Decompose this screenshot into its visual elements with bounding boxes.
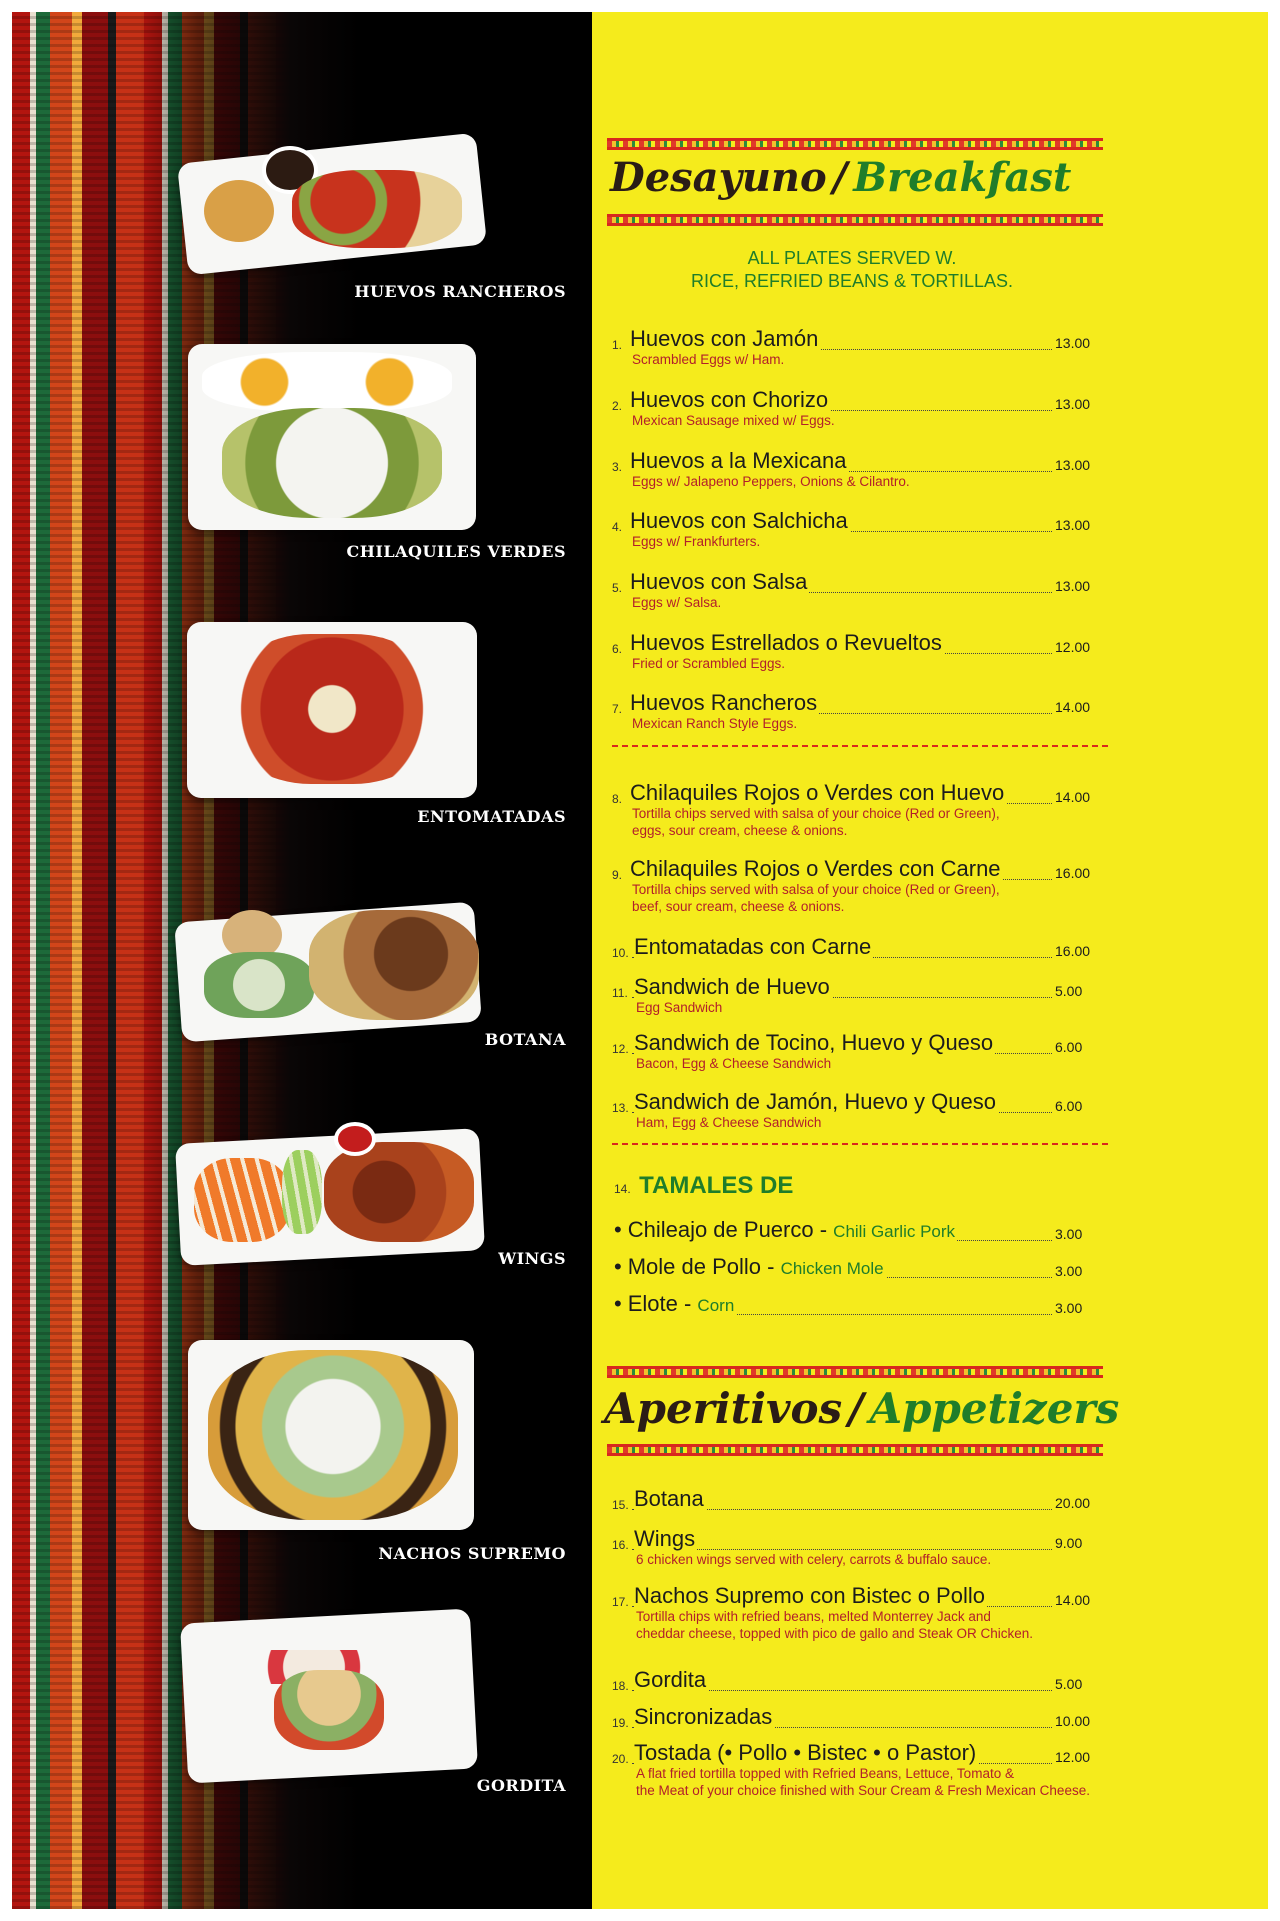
photo-caption: CHILAQUILES VERDES [346, 542, 566, 561]
item-description: Fried or Scrambled Eggs. [632, 656, 786, 671]
decorative-band [607, 138, 1103, 150]
item-number: 10. [612, 946, 629, 960]
dish-photo-chilaquiles-verdes [182, 338, 482, 538]
item-price: 5.00 [1055, 983, 1083, 999]
item-description: Ham, Egg & Cheese Sandwich [636, 1115, 822, 1130]
item-name: Sandwich de Huevo [634, 974, 830, 999]
breakfast-heading: Desayuno / Breakfast [610, 154, 1072, 201]
heading-english: Breakfast [853, 154, 1072, 201]
item-number: 15. [612, 1498, 629, 1512]
item-number: 3. [612, 460, 623, 474]
item-price: 5.00 [1055, 1676, 1083, 1692]
item-name: Huevos con Chorizo [630, 387, 829, 412]
heading-spanish: Desayuno [610, 154, 827, 201]
dish-photo-wings [174, 1122, 494, 1272]
decorative-band [607, 214, 1103, 226]
item-number: 4. [612, 520, 623, 534]
item-price: 13.00 [1055, 578, 1091, 594]
dish-photo-entomatadas [177, 616, 487, 806]
photo-caption: WINGS [498, 1249, 566, 1268]
decorative-band [607, 1366, 1103, 1378]
item-english-name: Chicken Mole [780, 1259, 884, 1278]
item-number: 6. [612, 642, 623, 656]
item-description: Tortilla chips with refried beans, melted Monterrey Jack and cheddar cheese, topped with pico de gallo and Steak OR Chicken. [636, 1609, 1033, 1641]
item-description: Mexican Sausage mixed w/ Eggs. [632, 413, 835, 428]
breakfast-note: ALL PLATES SERVED W. RICE, REFRIED BEANS & TORTILLAS. [690, 248, 1014, 292]
heading-english: Appetizers [869, 1384, 1120, 1433]
item-description: Eggs w/ Salsa. [632, 595, 722, 610]
photo-caption: BOTANA [484, 1030, 566, 1049]
item-name: Sandwich de Tocino, Huevo y Queso [634, 1030, 994, 1055]
item-name: • Chileajo de Puerco - Chili Garlic Pork [614, 1217, 956, 1242]
item-price: 13.00 [1055, 396, 1091, 412]
item-description: Bacon, Egg & Cheese Sandwich [636, 1056, 832, 1071]
dish-photo-huevos-rancheros [182, 140, 492, 275]
decorative-band [607, 1444, 1103, 1456]
item-price: 14.00 [1055, 1592, 1091, 1608]
dish-photo-nachos-supremo [184, 1340, 484, 1530]
item-name: Gordita [634, 1667, 707, 1692]
item-number: 8. [612, 792, 623, 806]
item-price: 12.00 [1055, 1749, 1091, 1765]
item-number: 9. [612, 868, 623, 882]
item-price: 13.00 [1055, 517, 1091, 533]
item-number: 12. [612, 1042, 629, 1056]
item-price: 3.00 [1055, 1226, 1083, 1242]
dish-photo-botana [174, 890, 494, 1050]
item-name: Wings [634, 1526, 696, 1551]
item-price: 13.00 [1055, 335, 1091, 351]
menu-text-column [592, 12, 1268, 1909]
item-price: 14.00 [1055, 789, 1091, 805]
item-name: Huevos con Salsa [630, 569, 808, 594]
item-name: Botana [634, 1486, 704, 1511]
item-name: Entomatadas con Carne [634, 934, 872, 959]
photo-caption: ENTOMATADAS [417, 807, 566, 826]
item-description: Tortilla chips served with salsa of your choice (Red or Green), beef, sour cream, cheese & onions. [632, 882, 1000, 914]
item-name: Huevos a la Mexicana [630, 448, 847, 473]
item-description: Tortilla chips served with salsa of your choice (Red or Green), eggs, sour cream, cheese & onions. [632, 806, 1000, 838]
item-name: Huevos Rancheros [630, 690, 818, 715]
item-price: 9.00 [1055, 1535, 1083, 1551]
section-divider [612, 745, 1108, 747]
item-price: 6.00 [1055, 1039, 1083, 1055]
photo-column [12, 12, 592, 1909]
item-number: 7. [612, 702, 623, 716]
item-english-name: Chili Garlic Pork [833, 1222, 956, 1241]
item-name: Sandwich de Jamón, Huevo y Queso [634, 1089, 996, 1114]
item-price: 14.00 [1055, 699, 1091, 715]
photo-caption: NACHOS SUPREMO [378, 1544, 566, 1563]
item-number: 13. [612, 1101, 629, 1115]
item-price: 16.00 [1055, 865, 1091, 881]
item-description: Scrambled Eggs w/ Ham. [632, 352, 785, 367]
appetizers-heading: Aperitivos / Appetizers [604, 1384, 1120, 1433]
item-name: Huevos con Jamón [630, 326, 819, 351]
item-name: Nachos Supremo con Bistec o Pollo [634, 1583, 985, 1608]
item-english-name: Corn [697, 1296, 735, 1315]
item-price: 10.00 [1055, 1713, 1091, 1729]
item-number: 17. [612, 1595, 629, 1609]
heading-spanish: Aperitivos [604, 1384, 843, 1433]
section-divider [612, 1143, 1108, 1145]
item-name: Huevos Estrellados o Revueltos [630, 630, 942, 655]
photo-caption: GORDITA [476, 1776, 566, 1795]
item-name: Tostada (• Pollo • Bistec • o Pastor) [634, 1740, 977, 1765]
item-name: • Mole de Pollo - Chicken Mole [614, 1254, 884, 1279]
item-name: Chilaquiles Rojos o Verdes con Huevo [630, 780, 1005, 805]
item-number: 19. [612, 1716, 629, 1730]
tamales-heading: 14. TAMALES DE [614, 1172, 794, 1199]
item-name: • Elote - Corn [614, 1291, 735, 1316]
item-description: Eggs w/ Jalapeno Peppers, Onions & Cilantro. [632, 474, 910, 489]
item-price: 6.00 [1055, 1098, 1083, 1114]
item-name: Huevos con Salchicha [630, 508, 848, 533]
item-description: 6 chicken wings served with celery, carrots & buffalo sauce. [636, 1552, 992, 1567]
item-name: Chilaquiles Rojos o Verdes con Carne [630, 856, 1001, 881]
item-description: Eggs w/ Frankfurters. [632, 534, 761, 549]
menu-page [12, 12, 1268, 1909]
item-price: 13.00 [1055, 457, 1091, 473]
dish-photo-gordita [174, 1610, 494, 1790]
item-number: 1. [612, 338, 623, 352]
item-price: 3.00 [1055, 1263, 1083, 1279]
item-number: 18. [612, 1679, 629, 1693]
item-number: 2. [612, 399, 623, 413]
item-number: 20. [612, 1752, 629, 1766]
item-price: 12.00 [1055, 639, 1091, 655]
item-description: Egg Sandwich [636, 1000, 723, 1015]
item-description: A flat fried tortilla topped with Refried Beans, Lettuce, Tomato & the Meat of your choice finished with Sour Cream & Fresh Mexican Cheese. [636, 1766, 1090, 1798]
item-price: 16.00 [1055, 943, 1091, 959]
item-price: 3.00 [1055, 1300, 1083, 1316]
item-number: 11. [612, 986, 628, 1000]
photo-caption: HUEVOS RANCHEROS [354, 282, 566, 301]
item-name: Sincronizadas [634, 1704, 773, 1729]
item-price: 20.00 [1055, 1495, 1091, 1511]
item-number: 16. [612, 1538, 629, 1552]
item-number: 5. [612, 581, 623, 595]
item-description: Mexican Ranch Style Eggs. [632, 716, 798, 731]
